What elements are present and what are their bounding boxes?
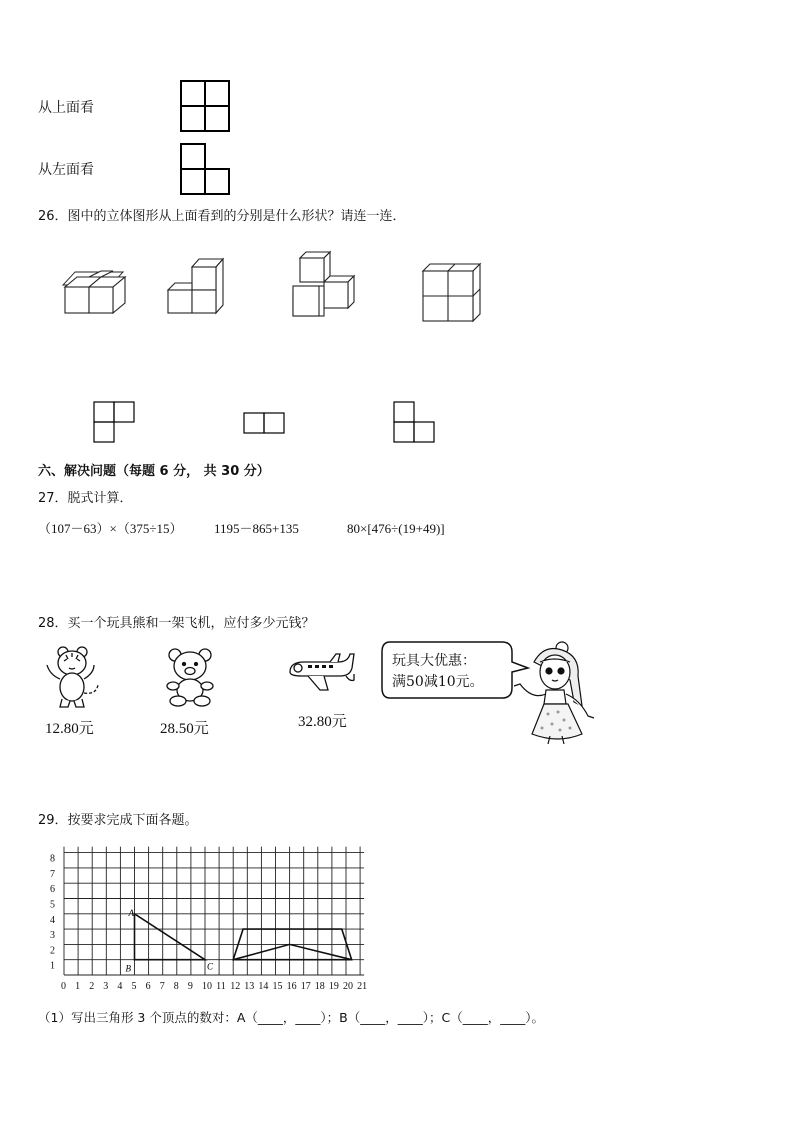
x-tick-label: 14 [258,981,269,992]
triangle-abc [135,914,206,960]
x-tick-label: 15 [272,981,283,992]
solid-figure-4 [420,262,490,326]
bear-toy-icon [162,645,218,707]
girl-illustration [500,640,595,746]
y-tick-label: 4 [50,914,55,926]
top-shape-1 [93,401,137,443]
x-tick-label: 2 [89,981,95,992]
y-tick-label: 8 [50,853,55,865]
x-tick-label: 13 [244,981,255,992]
x-tick-label: 21 [357,981,368,992]
solid-figure-1 [60,265,130,315]
top-view-label: 从上面看 [38,100,94,116]
question-28: 28．买一个玩具熊和一架飞机，应付多少元钱？ [38,616,315,631]
x-tick-label: 20 [343,981,353,992]
price-tiger: 12.80元 [45,721,94,737]
left-view-figure [180,143,232,197]
x-tick-label: 11 [216,981,226,992]
section-6-title: 六、解决问题（每题 6 分， 共 30 分） [38,464,270,479]
x-tick-label: 3 [103,981,109,992]
y-tick-label: 5 [50,899,55,911]
top-view-figure [180,80,232,134]
y-tick-label: 7 [50,868,55,880]
x-tick-label: 12 [230,981,241,992]
x-tick-label: 16 [286,981,297,992]
question-27: 27．脱式计算． [38,491,133,506]
x-tick-label: 0 [61,981,66,992]
top-shape-2 [243,412,287,434]
y-tick-label: 2 [50,945,55,957]
x-tick-label: 19 [328,981,339,992]
quadrilateral-inner-line [233,944,351,959]
question-26: 26．图中的立体图形从上面看到的分别是什么形状？请连一连． [38,209,406,224]
coordinate-grid [38,840,378,995]
x-tick-label: 7 [159,981,165,992]
x-tick-label: 10 [202,981,212,992]
y-tick-label: 3 [50,930,55,942]
expression-1: （107－63）×（375÷15） [38,521,183,536]
y-tick-label: 1 [50,960,55,972]
left-view-label: 从左面看 [38,162,94,178]
y-tick-label: 6 [50,884,55,896]
price-bear: 28.50元 [160,721,209,737]
x-tick-label: 6 [145,981,151,992]
expression-3: 80×[476÷(19+49)] [347,521,445,536]
x-tick-label: 8 [173,981,179,992]
x-tick-label: 17 [300,981,311,992]
question-29-sub1: （1）写出三角形 3 个顶点的数对：A（____，____）；B（____，____）；C（____，____）。 [38,1010,544,1025]
expression-2: 1195－865+135 [214,521,299,536]
label-c: C [207,961,214,972]
x-tick-label: 5 [131,981,137,992]
bubble-text-line1: 玩具大优惠： [392,653,476,669]
x-tick-label: 1 [75,981,81,992]
top-shape-3 [393,401,437,443]
solid-figure-2 [163,255,233,320]
price-plane: 32.80元 [298,714,347,730]
label-b: B [125,963,131,974]
x-tick-label: 4 [117,981,123,992]
solid-figure-3 [290,250,360,320]
bubble-text-line2: 满50减10元。 [392,674,484,690]
x-tick-label: 9 [187,981,193,992]
tiger-toy-icon [42,643,102,709]
label-a: A [128,907,134,918]
x-tick-label: 18 [314,981,325,992]
airplane-toy-icon [284,650,356,694]
question-29: 29．按要求完成下面各题。 [38,813,198,828]
